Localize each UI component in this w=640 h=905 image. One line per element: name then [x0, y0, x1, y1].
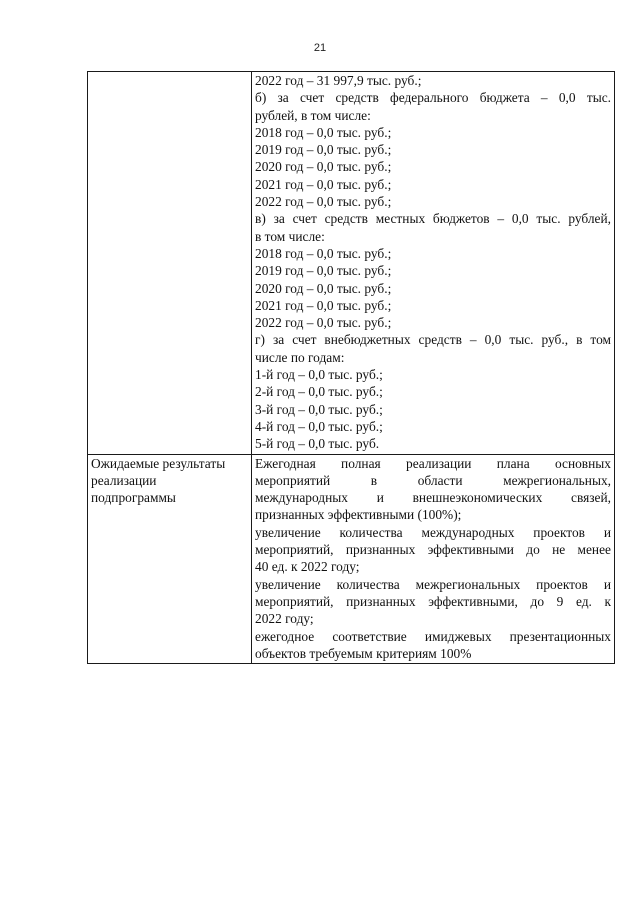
- text-line: увеличение количества международных проектов и: [255, 524, 611, 540]
- text-line: в том числе:: [255, 228, 325, 244]
- text-line: мероприятий, признанных эффективными, до 9 ед. к: [255, 593, 611, 609]
- text-line: Ежегодная полная реализации плана основных: [255, 455, 611, 471]
- row-label-funding: [88, 72, 252, 455]
- text-line: б) за счет средств федерального бюджета – 0,0 тыс.: [255, 90, 611, 106]
- text-line: 2020 год – 0,0 тыс. руб.;: [255, 280, 392, 296]
- text-line: 2021 год – 0,0 тыс. руб.;: [255, 176, 392, 192]
- text-line: международных и внешнеэкономических связей,: [255, 490, 611, 506]
- text-line: 2019 год – 0,0 тыс. руб.;: [255, 263, 392, 279]
- label-line: реализации: [91, 472, 157, 488]
- text-line: рублей, в том числе:: [255, 107, 371, 123]
- text-line: г) за счет внебюджетных средств – 0,0 тыс. руб., в том: [255, 332, 611, 348]
- row-value-funding: [252, 72, 615, 455]
- page-number: 21: [313, 42, 327, 54]
- text-line: 5-й год – 0,0 тыс. руб.: [255, 436, 380, 452]
- label-line: подпрограммы: [91, 490, 176, 506]
- text-line: 2022 год – 31 997,9 тыс. руб.;: [255, 73, 422, 88]
- text-line: 2018 год – 0,0 тыс. руб.;: [255, 124, 392, 140]
- text-line: 40 ед. к 2022 году;: [255, 559, 360, 575]
- row-value-results: [252, 454, 615, 664]
- text-line: ежегодное соответствие имиджевых презентационных: [255, 628, 611, 644]
- table-row-results: [88, 454, 615, 664]
- text-line: 2021 год – 0,0 тыс. руб.;: [255, 297, 392, 313]
- text-line: объектов требуемым критериям 100%: [255, 645, 472, 661]
- text-line: мероприятий, признанных эффективными до не менее: [255, 542, 611, 558]
- table-row-funding: [88, 72, 615, 455]
- text-line: увеличение количества межрегиональных проектов и: [255, 576, 611, 592]
- passport-table: [87, 71, 615, 664]
- text-line: числе по годам:: [255, 349, 345, 365]
- text-line: 2018 год – 0,0 тыс. руб.;: [255, 245, 392, 261]
- text-line: 1-й год – 0,0 тыс. руб.;: [255, 367, 383, 383]
- text-line: в) за счет средств местных бюджетов – 0,0 тыс. рублей,: [255, 211, 611, 227]
- text-line: 2019 год – 0,0 тыс. руб.;: [255, 142, 392, 158]
- text-line: 4-й год – 0,0 тыс. руб.;: [255, 418, 383, 434]
- text-line: мероприятий в области межрегиональных,: [255, 472, 611, 488]
- text-line: 2-й год – 0,0 тыс. руб.;: [255, 384, 383, 400]
- text-line: 2020 год – 0,0 тыс. руб.;: [255, 159, 392, 175]
- row-label-results: [88, 454, 252, 664]
- text-line: 2022 году;: [255, 611, 314, 627]
- text-line: 2022 год – 0,0 тыс. руб.;: [255, 194, 392, 210]
- text-line: признанных эффективными (100%);: [255, 507, 462, 523]
- text-line: 2022 год – 0,0 тыс. руб.;: [255, 315, 392, 331]
- label-line: Ожидаемые результаты: [91, 455, 226, 471]
- text-line: 3-й год – 0,0 тыс. руб.;: [255, 401, 383, 417]
